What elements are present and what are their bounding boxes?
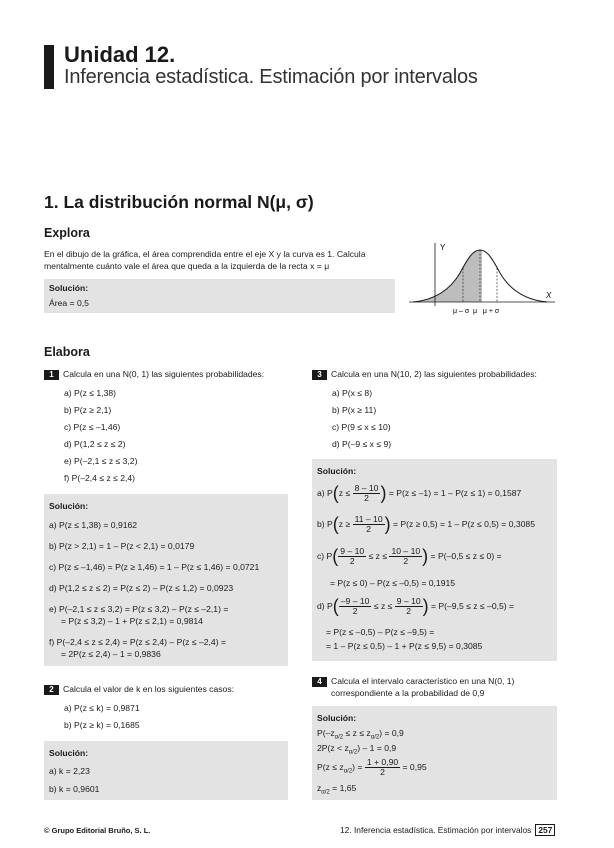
solution-line: a) k = 2,23 <box>49 766 90 776</box>
fraction-denominator: 2 <box>403 556 409 566</box>
explora-heading: Explora <box>44 226 90 240</box>
solution-part: P(z ≤ z <box>317 761 344 772</box>
question-1 <box>44 369 264 380</box>
unit-subtitle: Inferencia estadística. Estimación por intervalos <box>64 66 478 88</box>
solution-part: = P(z ≤ –1) = 1 – P(z ≤ 1) = 0,1587 <box>386 487 522 498</box>
solution-line: = P(z ≤ –0,5) – P(z ≤ –9,5) = <box>326 627 435 637</box>
list-item: c) P(9 ≤ x ≤ 10) <box>332 422 391 432</box>
solution-part: = 0,95 <box>400 761 427 772</box>
subscript: α/2 <box>348 749 358 756</box>
solution-line-d: d) P( $\frac{-9 - 10}{2}$ ≤ z ≤ $\frac{9 - 10}{2}$ ) = P(–9,5 ≤ z ≤ –0,5) = <box>317 596 515 616</box>
solution-part: ) = <box>352 761 365 772</box>
solution-line <box>317 783 356 796</box>
solution-line-a: a) P(z ≤ $\frac{8 - 10}{2}$ ) = P(z ≤ –1) = 1 – P(z ≤ 1) = 0,1587 <box>317 483 522 503</box>
fraction-numerator: 1 + 0,90 <box>366 757 399 767</box>
solution-part: = P(–9,5 ≤ z ≤ –0,5) = <box>428 600 515 611</box>
q1-solution-box <box>44 494 288 666</box>
question-text: Calcula en una N(0, 1) las siguientes probabilidades: <box>63 369 265 379</box>
solution-part: P(–z <box>317 728 335 738</box>
section-title: 1. La distribución normal N(μ, σ) <box>44 192 314 212</box>
solution-line <box>317 743 396 756</box>
solution-line-b: b) P(z ≥ $\frac{11 - 10}{2}$ ) = P(z ≥ 0,5) = 1 – P(z ≤ 0,5) = 0,3085 <box>317 514 535 534</box>
question-text: Calcula el intervalo característico en una N(0, 1) <box>331 676 515 686</box>
solution-part: z <box>317 783 322 793</box>
solution-label: Solución: <box>317 466 357 476</box>
solution-line: = 2P(z ≤ 2,4) – 1 = 0,9836 <box>49 649 161 659</box>
explora-solution-box <box>44 279 395 313</box>
footer-copyright: © Grupo Editorial Bruño, S. L. <box>44 826 151 835</box>
header-bar <box>44 45 54 89</box>
list-item: c) P(z ≤ –1,46) <box>64 422 121 432</box>
solution-line: = P(z ≤ 0) – P(z ≤ –0,5) = 0,1915 <box>330 578 456 588</box>
list-item: d) P(–9 ≤ x ≤ 9) <box>332 439 392 449</box>
footer-chapter <box>340 825 555 835</box>
x-axis-label: X <box>546 291 552 300</box>
solution-line: = P(z ≤ 3,2) – 1 + P(z ≤ 2,1) = 0,9814 <box>49 616 203 626</box>
solution-part: a) P <box>317 487 333 498</box>
solution-part: d) P <box>317 600 333 611</box>
list-item: e) P(–2,1 ≤ z ≤ 3,2) <box>64 456 138 466</box>
solution-part: = 1,65 <box>329 783 357 793</box>
fraction-denominator: 2 <box>380 767 385 777</box>
question-number: 3 <box>312 370 327 380</box>
solution-label: Solución: <box>49 748 89 758</box>
solution-part: ) = 0,9 <box>379 728 404 738</box>
list-item: f) P(–2,4 ≤ z ≤ 2,4) <box>64 473 136 483</box>
question-number: 2 <box>44 685 59 695</box>
fraction-denominator: 2 <box>352 606 358 616</box>
solution-line <box>317 758 427 777</box>
list-item: a) P(z ≤ 1,38) <box>64 388 116 398</box>
fraction-numerator: –9 – 10 <box>340 596 370 606</box>
solution-line: b) k = 0,9601 <box>49 784 100 794</box>
list-item: b) P(x ≥ 11) <box>332 405 377 415</box>
question-4 <box>312 676 514 687</box>
q3-solution-box <box>312 459 557 661</box>
solution-part: ) – 1 = 0,9 <box>357 743 397 753</box>
fraction-numerator: 10 – 10 <box>391 546 421 556</box>
fraction-numerator: 11 – 10 <box>354 514 383 524</box>
solution-label: Solución: <box>49 283 89 293</box>
solution-line: f) P(–2,4 ≤ z ≤ 2,4) = P(z ≤ 2,4) – P(z ≤ –2,4) = <box>49 637 226 647</box>
question-3 <box>312 369 537 380</box>
elabora-heading: Elabora <box>44 345 90 359</box>
subscript: α/2 <box>321 789 330 796</box>
question-number: 1 <box>44 370 59 380</box>
list-item: a) P(x ≤ 8) <box>332 388 373 398</box>
solution-part: c) P <box>317 550 333 561</box>
solution-part: = P(–0,5 ≤ z ≤ 0) = <box>428 550 502 561</box>
question-number: 4 <box>312 677 327 687</box>
fraction-denominator: 2 <box>366 524 371 534</box>
question-text: Calcula en una N(10, 2) las siguientes probabilidades: <box>331 369 537 379</box>
tick-labels: μ – σ μ μ + σ <box>453 308 500 315</box>
footer-chapter-title: 12. Inferencia estadística. Estimación por intervalos <box>340 825 532 835</box>
solution-line-c: c) P( $\frac{9 - 10}{2}$ ≤ z ≤ $\frac{10 - 10}{2}$ ) = P(–0,5 ≤ z ≤ 0) = <box>317 546 502 566</box>
solution-line <box>317 728 404 741</box>
solution-part: b) P <box>317 518 333 529</box>
solution-line: b) P(z > 2,1) = 1 – P(z < 2,1) = 0,0179 <box>49 541 195 551</box>
normal-curve-graph <box>405 238 565 320</box>
solution-line: e) P(–2,1 ≤ z ≤ 3,2) = P(z ≤ 3,2) – P(z ≤ –2,1) = <box>49 604 229 614</box>
question-2 <box>44 684 234 695</box>
question-text-cont: correspondiente a la probabilidad de 0,9 <box>331 688 485 698</box>
fraction-numerator: 9 – 10 <box>340 546 365 556</box>
q2-solution-box <box>44 741 288 800</box>
solution-part: 2P(z < z <box>317 743 349 753</box>
list-item: b) P(z ≥ k) = 0,1685 <box>64 720 140 730</box>
solution-part: ≤ z ≤ z <box>343 728 371 738</box>
solution-value: Área = 0,5 <box>49 298 89 308</box>
question-text: Calcula el valor de k en los siguientes casos: <box>63 684 235 694</box>
list-item: d) P(1,2 ≤ z ≤ 2) <box>64 439 126 449</box>
subscript: α/2 <box>334 734 344 741</box>
fraction-denominator: 2 <box>406 606 412 616</box>
page-number: 257 <box>535 824 555 836</box>
solution-line: = 1 – P(z ≤ 0,5) – 1 + P(z ≤ 9,5) = 0,3085 <box>326 641 483 651</box>
list-item: a) P(z ≤ k) = 0,9871 <box>64 703 140 713</box>
fraction-numerator: 8 – 10 <box>354 483 379 493</box>
solution-label: Solución: <box>317 713 357 723</box>
subscript: α/2 <box>343 768 353 775</box>
solution-part: = P(z ≥ 0,5) = 1 – P(z ≤ 0,5) = 0,3085 <box>390 518 535 529</box>
subscript: α/2 <box>370 734 380 741</box>
fraction-numerator: 9 – 10 <box>396 596 421 606</box>
fraction-denominator: 2 <box>349 556 355 566</box>
list-item: b) P(z ≥ 2,1) <box>64 405 112 415</box>
solution-line: c) P(z ≤ –1,46) = P(z ≥ 1,46) = 1 – P(z ≤ 1,46) = 0,0721 <box>49 562 260 572</box>
q4-solution-box <box>312 706 557 800</box>
solution-line: d) P(1,2 ≤ z ≤ 2) = P(z ≤ 2) – P(z ≤ 1,2) = 0,0923 <box>49 583 234 593</box>
unit-title: Unidad 12. <box>64 42 176 67</box>
explora-text: En el dibujo de la gráfica, el área comprendida entre el eje X y la curva es 1. Calcula mentalmente cuánto vale el área que queda a la izquierda de la recta x = μ <box>44 249 366 271</box>
y-axis-label: Y <box>440 243 446 252</box>
fraction-denominator: 2 <box>364 493 369 503</box>
solution-line: a) P(z ≤ 1,38) = 0,9162 <box>49 520 138 530</box>
solution-label: Solución: <box>49 501 89 511</box>
